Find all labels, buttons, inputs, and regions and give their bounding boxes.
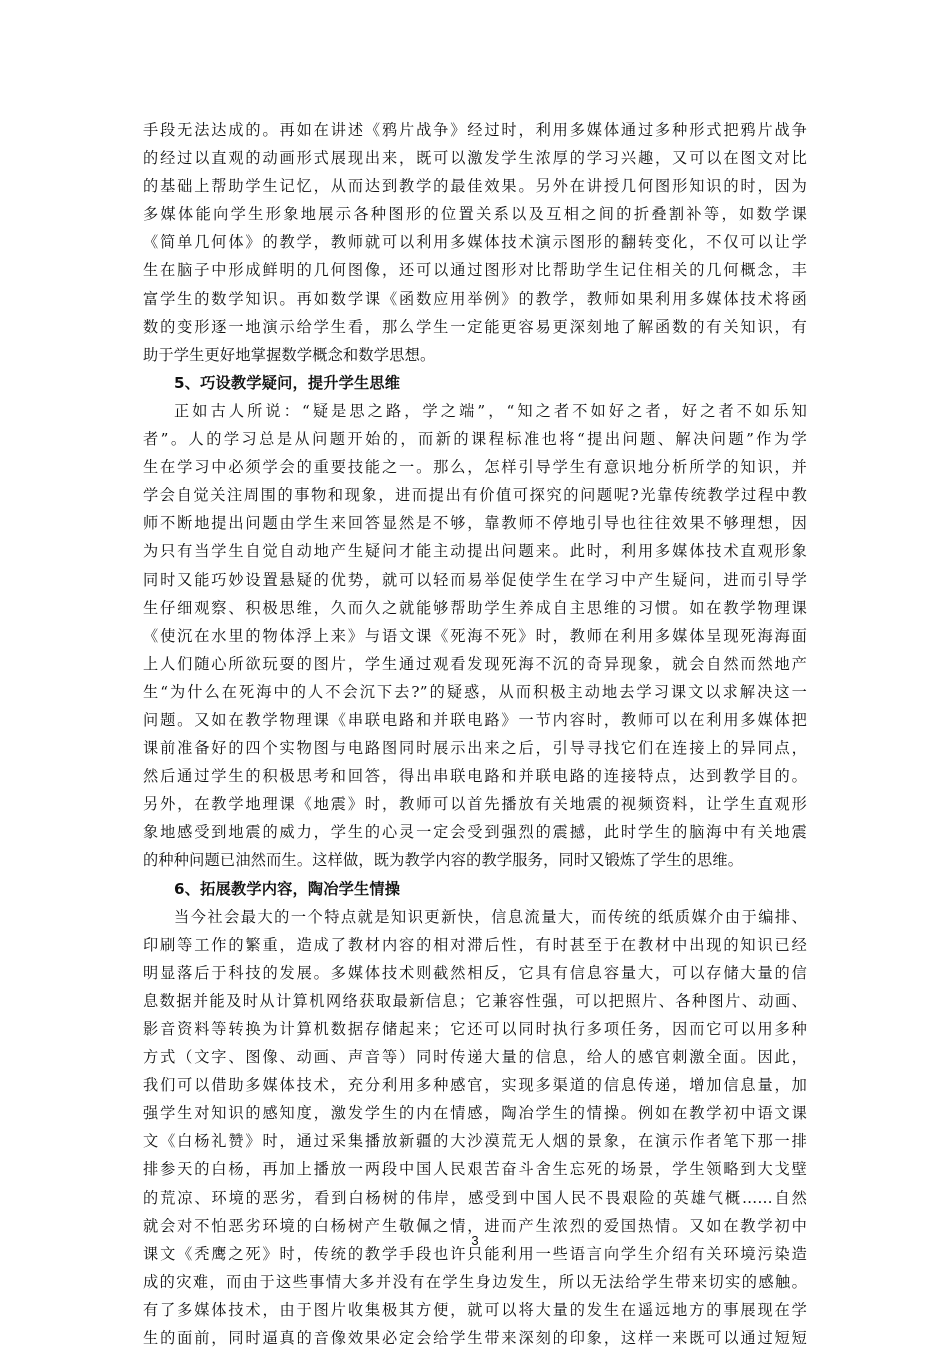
text-line: 我们可以借助多媒体技术，充分利用多种感官，实现多渠道的信息传递，增加信息量，加 [143,1076,807,1095]
text-line: 师不断地提出问题由学生来回答显然是不够，靠教师不停地引导也往往效果不够理想，因 [143,514,807,533]
text-line: 富学生的数学知识。再如数学课《函数应用举例》的教学，教师如果利用多媒体技术将函 [143,289,807,308]
text-line: 学会自觉关注周围的事物和现象，进而提出有价值可探究的问题呢?光靠传统教学过程中教 [143,486,807,505]
paragraph-teaching-questions [143,397,807,875]
text-line: 的基础上帮助学生记忆，从而达到教学的最佳效果。另外在讲授几何图形知识的时，因为 [143,177,807,196]
section-heading-5: 5、巧设教学疑问，提升学生思维 [174,373,401,392]
text-line: 的经过以直观的动画形式展现出来，既可以激发学生浓厚的学习兴趣，又可以在图文对比 [143,149,807,168]
section-heading-6: 6、拓展教学内容，陶冶学生情操 [174,879,401,898]
text-line: 为只有当学生自觉自动地产生疑问才能主动提出问题来。此时，利用多媒体技术直观形象 [143,542,807,561]
document-body [143,116,807,1352]
text-line: 生的面前，同时逼真的音像效果必定会给学生带来深刻的印象，这样一来既可以通过短短 [143,1329,807,1348]
text-line: 强学生对知识的感知度，激发学生的内在情感，陶冶学生的情操。例如在教学初中语文课 [143,1104,807,1123]
text-line: 课前准备好的四个实物图与电路图同时展示出来之后，引导寻找它们在连接上的异同点， [143,739,807,758]
text-line: 生仔细观察、积极思维，久而久之就能够帮助学生养成自主思维的习惯。如在教学物理课 [143,598,807,617]
text-line: 数的变形逐一地演示给学生看，那么学生一定能更容易更深刻地了解函数的有关知识，有 [143,317,807,336]
text-line: 然后通过学生的积极思考和回答，得出串联电路和并联电路的连接特点，达到教学目的。 [143,767,807,786]
text-line: 方式（文字、图像、动画、声音等）同时传递大量的信息，给人的感官刺激全面。因此， [143,1048,807,1067]
text-line: 象地感受到地震的威力，学生的心灵一定会受到强烈的震撼，此时学生的脑海中有关地震 [143,823,807,842]
text-line: 《使沉在水里的物体浮上来》与语文课《死海不死》时，教师在利用多媒体呈现死海海面 [143,626,807,645]
text-line: 手段无法达成的。再如在讲述《鸦片战争》经过时，利用多媒体通过多种形式把鸦片战争 [143,121,807,139]
text-line: 当今社会最大的一个特点就是知识更新快，信息流量大，而传统的纸质媒介由于编排、 [174,907,807,926]
text-line: 上人们随心所欲玩耍的图片，学生通过观看发现死海不沉的奇异现象，就会自然而然地产 [143,654,807,673]
text-line: 有了多媒体技术，由于图片收集极其方便，就可以将大量的发生在遥远地方的事展现在学 [143,1300,807,1319]
text-line: 另外，在教学地理课《地震》时，教师可以首先播放有关地震的视频资料，让学生直观形 [143,795,807,814]
text-line: 问题。又如在教学物理课《串联电路和并联电路》一节内容时，教师可以在利用多媒体把 [143,710,807,729]
text-line: 助于学生更好地掌握数学概念和数学思想。 [143,345,436,364]
text-line: 《简单几何体》的教学，教师就可以利用多媒体技术演示图形的翻转变化，不仅可以让学 [143,233,807,252]
page-number: 3 [471,1233,479,1248]
text-line: 文《白杨礼赞》时，通过采集播放新疆的大沙漠荒无人烟的景象，在演示作者笔下那一排 [143,1132,807,1151]
text-line: 印刷等工作的繁重，造成了教材内容的相对滞后性，有时甚至于在教材中出现的知识已经 [143,935,807,954]
text-line: 者”。人的学习总是从问题开始的，而新的课程标准也将“提出问题、解决问题”作为学 [143,430,807,449]
text-line: 排参天的白杨，再加上播放一两段中国人民艰苦奋斗舍生忘死的场景，学生领略到大戈壁 [143,1160,807,1179]
paragraph-multimedia-examples [143,116,807,369]
text-line: 息数据并能及时从计算机网络获取最新信息；它兼容性强，可以把照片、各种图片、动画、 [143,991,807,1010]
text-line: 正如古人所说：“疑是思之路，学之端”，“知之者不如好之者，好之者不如乐知 [174,401,807,420]
text-line: 多媒体能向学生形象地展示各种图形的位置关系以及互相之间的折叠割补等，如数学课 [143,205,807,224]
text-line: 成的灾难，而由于这些事情大多并没有在学生身边发生，所以无法给学生带来切实的感触。 [143,1272,807,1291]
text-line: 生在脑子中形成鲜明的几何图像，还可以通过图形对比帮助学生记住相关的几何概念，丰 [143,261,807,280]
text-line: 明显落后于科技的发展。多媒体技术则截然相反，它具有信息容量大，可以存储大量的信 [143,963,807,982]
paragraph-teaching-content [143,903,807,1352]
text-line: 的种种问题已油然而生。这样做，既为教学内容的教学服务，同时又锻炼了学生的思维。 [143,851,744,870]
text-line: 课文《秃鹰之死》时，传统的教学手段也许只能利用一些语言向学生介绍有关环境污染造 [143,1244,807,1263]
text-line: 影音资料等转换为计算机数据存储起来；它还可以同时执行多项任务，因而它可以用多种 [143,1020,807,1038]
text-line: 就会对不怕恶劣环境的白杨树产生敬佩之情，进而产生浓烈的爱国热情。又如在教学初中 [143,1216,807,1235]
text-line: 同时又能巧妙设置悬疑的优势，就可以轻而易举促使学生在学习中产生疑问，进而引导学 [143,570,807,589]
text-line: 的荒凉、环境的恶劣，看到白杨树的伟岸，感受到中国人民不畏艰险的英雄气概……自然 [143,1188,807,1207]
text-line: 生在学习中必须学会的重要技能之一。那么，怎样引导学生有意识地分析所学的知识，并 [143,458,807,477]
text-line: 生“为什么在死海中的人不会沉下去?”的疑惑，从而积极主动地去学习课文以求解决这一 [143,682,807,701]
